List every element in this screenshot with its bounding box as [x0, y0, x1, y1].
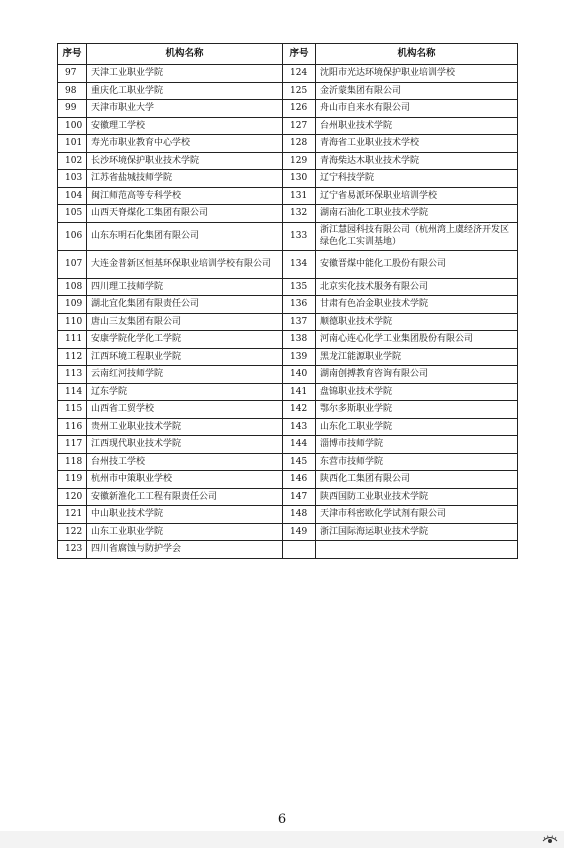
viewer-footer-bar: [0, 831, 564, 848]
table-row: [58, 506, 518, 524]
right-serial-cell: 149: [283, 523, 316, 541]
right-serial-cell: 129: [283, 152, 316, 170]
right-serial-cell: 134: [283, 250, 316, 278]
left-institution-cell: 山西省工贸学校: [87, 401, 283, 419]
right-institution-cell: 台州职业技术学院: [316, 117, 518, 135]
table-row: [58, 541, 518, 559]
left-institution-cell: 江西现代职业技术学院: [87, 436, 283, 454]
institution-table-container: [57, 43, 517, 559]
institution-table: [57, 43, 518, 559]
left-serial-cell: 110: [58, 313, 87, 331]
left-institution-cell: 四川省腐蚀与防护学会: [87, 541, 283, 559]
right-institution-cell: 金沂蒙集团有限公司: [316, 82, 518, 100]
right-serial-cell: 141: [283, 383, 316, 401]
right-serial-cell: 125: [283, 82, 316, 100]
right-institution-cell: 辽宁省易派环保职业培训学校: [316, 187, 518, 205]
right-institution-cell: 湖南创搏教育咨询有限公司: [316, 366, 518, 384]
table-row: [58, 187, 518, 205]
table-row: [58, 488, 518, 506]
left-institution-cell: 山东工业职业学院: [87, 523, 283, 541]
right-institution-cell: 河南心连心化学工业集团股份有限公司: [316, 331, 518, 349]
table-row: [58, 135, 518, 153]
right-institution-cell: 淄博市技师学院: [316, 436, 518, 454]
left-institution-cell: 安徽理工学校: [87, 117, 283, 135]
left-serial-cell: 122: [58, 523, 87, 541]
left-serial-cell: 121: [58, 506, 87, 524]
table-header-row: [58, 44, 518, 65]
right-serial-cell: 146: [283, 471, 316, 489]
right-serial-cell: [283, 541, 316, 559]
table-row: [58, 222, 518, 250]
table-row: [58, 523, 518, 541]
table-row: [58, 65, 518, 83]
right-institution-cell: 辽宁科技学院: [316, 170, 518, 188]
left-serial-cell: 104: [58, 187, 87, 205]
left-serial-cell: 118: [58, 453, 87, 471]
right-serial-cell: 144: [283, 436, 316, 454]
right-institution-cell: 浙江慧园科技有限公司（杭州湾上虞经济开发区绿色化工实训基地）: [316, 222, 518, 250]
page-number: 6: [277, 812, 287, 827]
right-institution-cell: 湖南石油化工职业技术学院: [316, 205, 518, 223]
left-institution-cell: 唐山三友集团有限公司: [87, 313, 283, 331]
table-row: [58, 278, 518, 296]
right-serial-cell: 142: [283, 401, 316, 419]
left-serial-cell: 105: [58, 205, 87, 223]
table-row: [58, 436, 518, 454]
table-row: [58, 250, 518, 278]
left-serial-cell: 114: [58, 383, 87, 401]
left-institution-cell: 湖北宜化集团有限责任公司: [87, 296, 283, 314]
left-institution-cell: 中山职业技术学院: [87, 506, 283, 524]
table-row: [58, 453, 518, 471]
header-name-right: 机构名称: [316, 44, 518, 65]
left-institution-cell: 大连金普新区恒基环保职业培训学校有限公司: [87, 250, 283, 278]
right-serial-cell: 143: [283, 418, 316, 436]
left-institution-cell: 四川理工技师学院: [87, 278, 283, 296]
left-serial-cell: 119: [58, 471, 87, 489]
table-row: [58, 348, 518, 366]
left-institution-cell: 山西天脊煤化工集团有限公司: [87, 205, 283, 223]
left-serial-cell: 101: [58, 135, 87, 153]
left-institution-cell: 江苏省盐城技师学院: [87, 170, 283, 188]
right-serial-cell: 135: [283, 278, 316, 296]
left-serial-cell: 123: [58, 541, 87, 559]
table-row: [58, 366, 518, 384]
left-institution-cell: 闽江师范高等专科学校: [87, 187, 283, 205]
right-serial-cell: 147: [283, 488, 316, 506]
right-institution-cell: 浙江国际海运职业技术学院: [316, 523, 518, 541]
left-serial-cell: 99: [58, 100, 87, 118]
left-serial-cell: 112: [58, 348, 87, 366]
header-no-left: 序号: [58, 44, 87, 65]
left-serial-cell: 107: [58, 250, 87, 278]
left-institution-cell: 台州技工学校: [87, 453, 283, 471]
right-institution-cell: 盘锦职业技术学院: [316, 383, 518, 401]
right-institution-cell: 北京实化技术服务有限公司: [316, 278, 518, 296]
right-serial-cell: 126: [283, 100, 316, 118]
right-institution-cell: 陕西国防工业职业技术学院: [316, 488, 518, 506]
table-row: [58, 205, 518, 223]
table-row: [58, 152, 518, 170]
left-serial-cell: 113: [58, 366, 87, 384]
left-serial-cell: 97: [58, 65, 87, 83]
right-institution-cell: 顺德职业技术学院: [316, 313, 518, 331]
table-row: [58, 401, 518, 419]
right-serial-cell: 140: [283, 366, 316, 384]
table-row: [58, 418, 518, 436]
right-serial-cell: 124: [283, 65, 316, 83]
table-row: [58, 100, 518, 118]
left-institution-cell: 天津工业职业学院: [87, 65, 283, 83]
right-institution-cell: 安徽晋煤中能化工股份有限公司: [316, 250, 518, 278]
right-institution-cell: 东营市技师学院: [316, 453, 518, 471]
left-institution-cell: 贵州工业职业技术学院: [87, 418, 283, 436]
table-row: [58, 471, 518, 489]
left-serial-cell: 108: [58, 278, 87, 296]
right-serial-cell: 145: [283, 453, 316, 471]
right-institution-cell: 陕西化工集团有限公司: [316, 471, 518, 489]
left-institution-cell: 天津市职业大学: [87, 100, 283, 118]
table-row: [58, 82, 518, 100]
left-serial-cell: 117: [58, 436, 87, 454]
right-serial-cell: 138: [283, 331, 316, 349]
left-institution-cell: 安徽新淮化工工程有限责任公司: [87, 488, 283, 506]
left-institution-cell: 辽东学院: [87, 383, 283, 401]
table-row: [58, 383, 518, 401]
left-serial-cell: 100: [58, 117, 87, 135]
left-institution-cell: 寿光市职业教育中心学校: [87, 135, 283, 153]
right-serial-cell: 130: [283, 170, 316, 188]
right-serial-cell: 128: [283, 135, 316, 153]
left-serial-cell: 102: [58, 152, 87, 170]
right-institution-cell: [316, 541, 518, 559]
table-body: [58, 65, 518, 559]
left-serial-cell: 106: [58, 222, 87, 250]
header-no-right: 序号: [283, 44, 316, 65]
eye-icon[interactable]: [542, 835, 558, 845]
left-institution-cell: 重庆化工职业学院: [87, 82, 283, 100]
right-institution-cell: 山东化工职业学院: [316, 418, 518, 436]
left-institution-cell: 江西环境工程职业学院: [87, 348, 283, 366]
right-institution-cell: 舟山市自来水有限公司: [316, 100, 518, 118]
left-institution-cell: 安康学院化学化工学院: [87, 331, 283, 349]
table-row: [58, 313, 518, 331]
right-serial-cell: 127: [283, 117, 316, 135]
right-serial-cell: 148: [283, 506, 316, 524]
right-institution-cell: 鄂尔多斯职业学院: [316, 401, 518, 419]
right-institution-cell: 天津市科密欧化学试剂有限公司: [316, 506, 518, 524]
table-row: [58, 117, 518, 135]
left-serial-cell: 115: [58, 401, 87, 419]
right-institution-cell: 青海省工业职业技术学校: [316, 135, 518, 153]
left-serial-cell: 111: [58, 331, 87, 349]
left-institution-cell: 杭州市中策职业学校: [87, 471, 283, 489]
right-institution-cell: 沈阳市光达环境保护职业培训学校: [316, 65, 518, 83]
table-row: [58, 331, 518, 349]
right-institution-cell: 甘肃有色冶金职业技术学院: [316, 296, 518, 314]
right-serial-cell: 136: [283, 296, 316, 314]
right-serial-cell: 137: [283, 313, 316, 331]
right-serial-cell: 132: [283, 205, 316, 223]
table-row: [58, 296, 518, 314]
left-institution-cell: 云南红河技师学院: [87, 366, 283, 384]
right-serial-cell: 131: [283, 187, 316, 205]
header-name-left: 机构名称: [87, 44, 283, 65]
left-serial-cell: 98: [58, 82, 87, 100]
right-serial-cell: 139: [283, 348, 316, 366]
left-serial-cell: 103: [58, 170, 87, 188]
left-serial-cell: 116: [58, 418, 87, 436]
right-institution-cell: 黑龙江能源职业学院: [316, 348, 518, 366]
right-serial-cell: 133: [283, 222, 316, 250]
left-serial-cell: 120: [58, 488, 87, 506]
left-institution-cell: 长沙环境保护职业技术学院: [87, 152, 283, 170]
left-serial-cell: 109: [58, 296, 87, 314]
left-institution-cell: 山东东明石化集团有限公司: [87, 222, 283, 250]
table-row: [58, 170, 518, 188]
right-institution-cell: 青海柴达木职业技术学院: [316, 152, 518, 170]
